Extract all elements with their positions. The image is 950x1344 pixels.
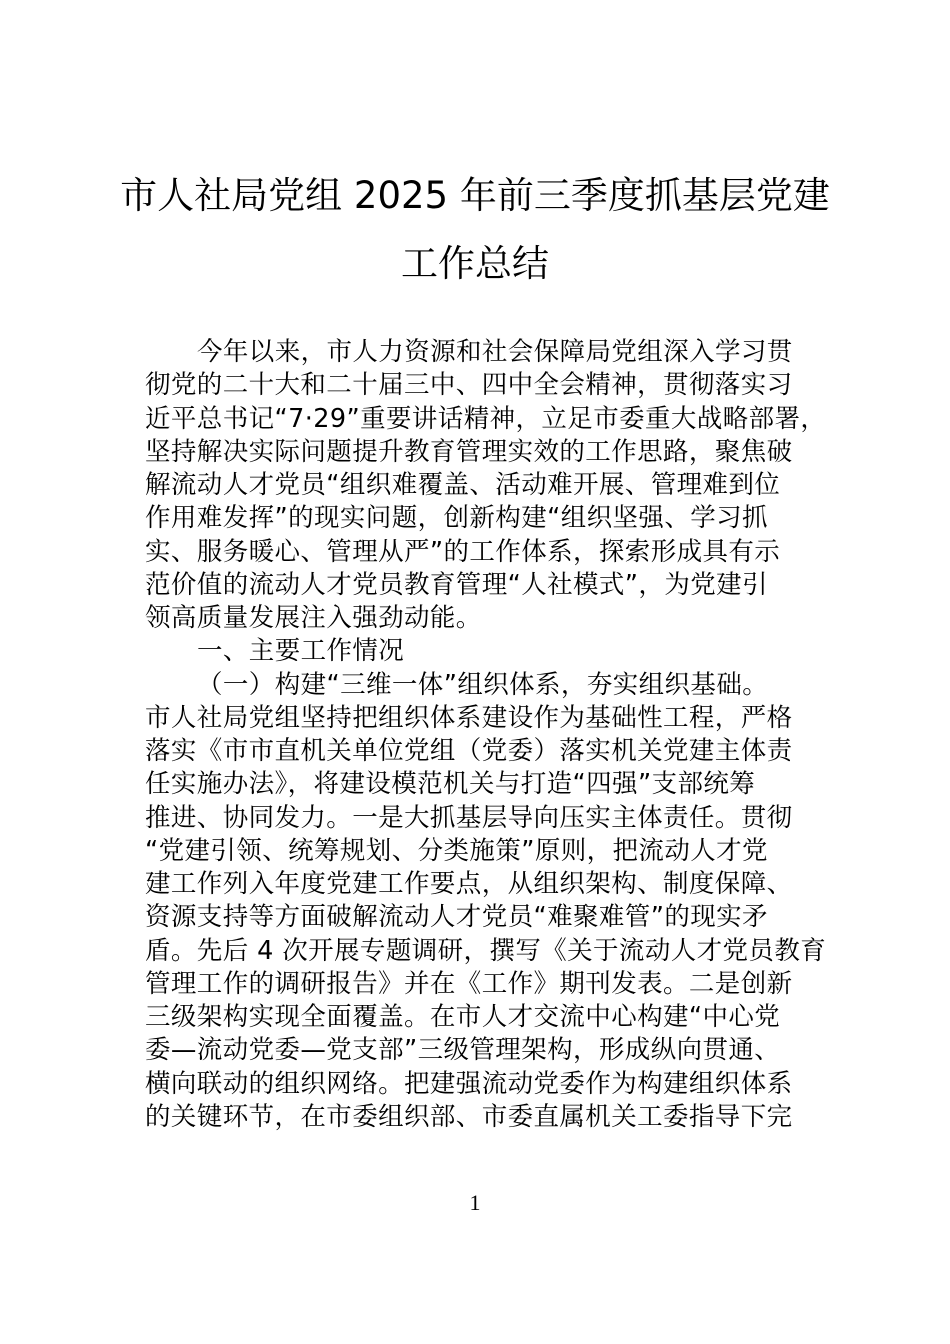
intro-paragraph-line: 坚持解决实际问题提升教育管理实效的工作思路，聚焦破 — [145, 436, 793, 467]
intro-paragraph-line: 近平总书记“7·29”重要讲话精神，立足市委重大战略部署， — [145, 403, 827, 434]
intro-paragraph-line: 领高质量发展注入强劲动能。 — [145, 603, 482, 633]
intro-paragraph-line: 彻党的二十大和二十届三中、四中全会精神，贯彻落实习 — [145, 370, 793, 401]
section-paragraph-line: 任实施办法》，将建设模范机关与打造“四强”支部统筹 — [145, 769, 756, 800]
intro-paragraph-line: 今年以来，市人力资源和社会保障局党组深入学习贯 — [197, 337, 793, 367]
section-paragraph-line: 的关键环节，在市委组织部、市委直属机关工委指导下完 — [145, 1101, 793, 1132]
document-body — [145, 336, 825, 1134]
page-number: 1 — [469, 1190, 481, 1215]
section-paragraph-line: “党建引领、统筹规划、分类施策”原则，把流动人才党 — [145, 835, 768, 866]
section-paragraph-line: 建工作列入年度党建工作要点，从组织架构、制度保障、 — [145, 869, 793, 899]
section-paragraph-line: 盾。先后 4 次开展专题调研，撰写《关于流动人才党员教育 — [145, 935, 827, 966]
intro-paragraph-line: 作用难发挥”的现实问题，创新构建“组织坚强、学习抓 — [145, 503, 768, 534]
section-paragraph-line: 管理工作的调研报告》并在《工作》期刊发表。二是创新 — [145, 968, 793, 999]
document-title-line-1: 市人社局党组 2025 年前三季度抓基层党建 — [120, 174, 830, 217]
section-heading: 一、主要工作情况 — [197, 636, 405, 667]
subsection-heading: （一）构建“三维一体”组织体系，夯实组织基础。 — [197, 669, 769, 700]
section-paragraph-line: 落实《市市直机关单位党组（党委）落实机关党建主体责 — [145, 736, 793, 766]
section-paragraph-line: 横向联动的组织网络。把建强流动党委作为构建组织体系 — [145, 1068, 793, 1099]
section-paragraph-line: 市人社局党组坚持把组织体系建设作为基础性工程，严格 — [145, 702, 793, 733]
intro-paragraph-line: 实、服务暖心、管理从严”的工作体系，探索形成具有示 — [145, 536, 781, 567]
intro-paragraph-line: 解流动人才党员“组织难覆盖、活动难开展、管理难到位 — [145, 470, 781, 500]
section-paragraph-line: 委—流动党委—党支部”三级管理架构，形成纵向贯通、 — [145, 1035, 781, 1066]
intro-paragraph-line: 范价值的流动人才党员教育管理“人社模式”，为党建引 — [145, 569, 768, 600]
section-paragraph-line: 三级架构实现全面覆盖。在市人才交流中心构建“中心党 — [145, 1002, 781, 1032]
document-title-line-2: 工作总结 — [401, 242, 549, 285]
section-paragraph-line: 推进、协同发力。一是大抓基层导向压实主体责任。贯彻 — [145, 802, 793, 833]
section-paragraph-line: 资源支持等方面破解流动人才党员“难聚难管”的现实矛 — [145, 902, 768, 933]
